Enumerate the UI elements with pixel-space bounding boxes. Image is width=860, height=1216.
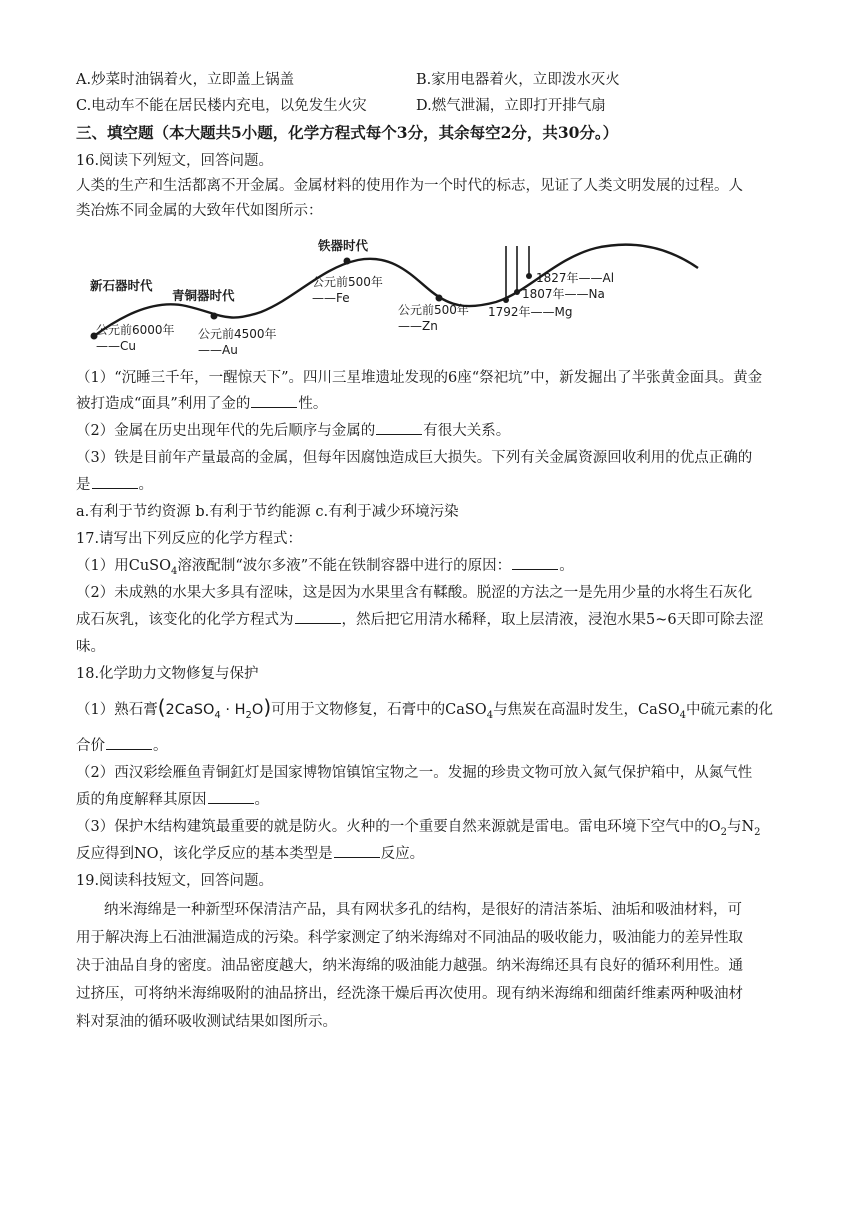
q17-sub2-line3: 味。: [76, 639, 105, 655]
q18-title: 18.化学助力文物修复与保护: [76, 666, 259, 682]
q19-para-line3: 决于油品自身的密度。油品密度越大，纳米海绵的吸油能力越强。纳米海绵还具有良好的循环利用性。通: [76, 958, 743, 974]
au-metal-label: ——Au: [198, 343, 238, 357]
option-c: C.电动车不能在居民楼内充电，以免发生火灾: [76, 98, 367, 114]
section-heading: 三、填空题（本大题共5小题，化学方程式每个3分，其余每空2分，共30分。）: [76, 123, 619, 142]
fe-year-label: 公元前500年: [312, 275, 383, 289]
na-label: 1807年——Na: [522, 287, 605, 301]
answer-blank[interactable]: [92, 474, 138, 489]
q19-title: 19.阅读科技短文，回答问题。: [76, 873, 274, 889]
q16-para-2: 类冶炼不同金属的大致年代如图所示：: [76, 203, 323, 219]
au-point: [211, 313, 218, 320]
answer-blank[interactable]: [208, 789, 254, 804]
au-year-label: 公元前4500年: [198, 327, 277, 341]
q16-sub2: （2）金属在历史出现年代的先后顺序与金属的 有很大关系。: [76, 420, 510, 442]
answer-blank[interactable]: [251, 393, 297, 408]
q17-sub1: （1）用CuSO$_4$溶液配制“波尔多液”不能在铁制容器中进行的原因： 。: [76, 555, 574, 583]
metal-timeline-figure: [76, 228, 756, 364]
q18-sub2-line2: 质的角度解释其原因 。: [76, 789, 269, 811]
zn-point: [436, 295, 443, 302]
q18-sub1-line2: 合价 。: [76, 735, 168, 757]
answer-blank[interactable]: [334, 843, 380, 858]
answer-blank[interactable]: [295, 609, 341, 624]
cu-year-label: 公元前6000年: [96, 323, 175, 337]
option-d: D.燃气泄漏，立即打开排气扇: [416, 98, 606, 114]
q17-title: 17.请写出下列反应的化学方程式：: [76, 531, 303, 547]
q16-sub3-line1: （3）铁是目前年产量最高的金属，但每年因腐蚀造成巨大损失。下列有关金属资源回收利用的优点正确的: [76, 450, 753, 466]
q19-para-line4: 过挤压，可将纳米海绵吸附的油品挤出，经洗涤干燥后再次使用。现有纳米海绵和细菌纤维素两种吸油材: [76, 986, 743, 1002]
answer-blank[interactable]: [512, 555, 558, 570]
na-point: [514, 289, 520, 295]
q19-para-line2: 用于解决海上石油泄漏造成的污染。科学家测定了纳米海绵对不同油品的吸收能力，吸油能力的差异性取: [76, 930, 743, 946]
al-label: 1827年——Al: [536, 271, 615, 285]
q18-sub1-line1: （1）熟石膏(2CaSO$_4$ · $H_2O$)可用于文物修复，石膏中的CaSO$_4$与焦炭在高温时发生，CaSO$_4$中硫元素的化: [76, 695, 773, 721]
era-stone-label: 新石器时代: [90, 278, 153, 293]
q16-para-1: 人类的生产和生活都离不开金属。金属材料的使用作为一个时代的标志，见证了人类文明发展的过程。人: [76, 178, 743, 194]
q18-sub2-line1: （2）西汉彩绘雁鱼青铜釭灯是国家博物馆镇馆宝物之一。发掘的珍贵文物可放入氮气保护箱中，从氮气性: [76, 765, 753, 781]
q16-sub1-line1: （1）“沉睡三千年，一醒惊天下”。四川三星堆遗址发现的6座“祭祀坑”中，新发掘出了半张黄金面具。黄金: [76, 370, 763, 386]
q19-para-line5: 料对泵油的循环吸收测试结果如图所示。: [76, 1014, 337, 1030]
q16-sub1-line2: 被打造成“面具”利用了金的 性。: [76, 393, 327, 415]
cu-metal-label: ——Cu: [96, 339, 136, 353]
zn-metal-label: ——Zn: [398, 319, 438, 333]
gypsum-formula: (2CaSO$_4$ · $H_2O$): [157, 695, 272, 721]
q16-sub3-choices: a.有利于节约资源 b.有利于节约能源 c.有利于减少环境污染: [76, 504, 459, 520]
mg-label: 1792年——Mg: [488, 305, 573, 319]
q16-title: 16.阅读下列短文，回答问题。: [76, 153, 274, 169]
zn-year-label: 公元前500年: [398, 303, 469, 317]
option-a: A.炒菜时油锅着火，立即盖上锅盖: [76, 72, 295, 88]
era-iron-label: 铁器时代: [318, 238, 369, 253]
q16-sub3-line2: 是 。: [76, 474, 153, 496]
q17-sub2-line2: 成石灰乳，该变化的化学方程式为 ，然后把它用清水稀释，取上层清液，浸泡水果5~6天即可除去涩: [76, 609, 764, 631]
era-bronze-label: 青铜器时代: [172, 288, 235, 303]
answer-blank[interactable]: [376, 420, 422, 435]
q17-sub2-line1: （2）未成熟的水果大多具有涩味，这是因为水果里含有鞣酸。脱涩的方法之一是先用少量的水将生石灰化: [76, 585, 753, 601]
q18-sub3-line2: 反应得到NO，该化学反应的基本类型是 反应。: [76, 843, 424, 865]
mg-point: [503, 297, 509, 303]
al-point: [526, 273, 532, 279]
option-b: B.家用电器着火，立即泼水灭火: [416, 72, 620, 88]
q19-para-line1: 纳米海绵是一种新型环保清洁产品，具有网状多孔的结构，是很好的清洁茶垢、油垢和吸油材料，可: [104, 902, 742, 918]
q18-sub3-line1: （3）保护木结构建筑最重要的就是防火。火种的一个重要自然来源就是雷电。雷电环境下空气中的$O_2$与$N_2$: [76, 819, 761, 838]
answer-blank[interactable]: [106, 735, 152, 750]
fe-metal-label: ——Fe: [312, 291, 350, 305]
fe-point: [344, 258, 351, 265]
